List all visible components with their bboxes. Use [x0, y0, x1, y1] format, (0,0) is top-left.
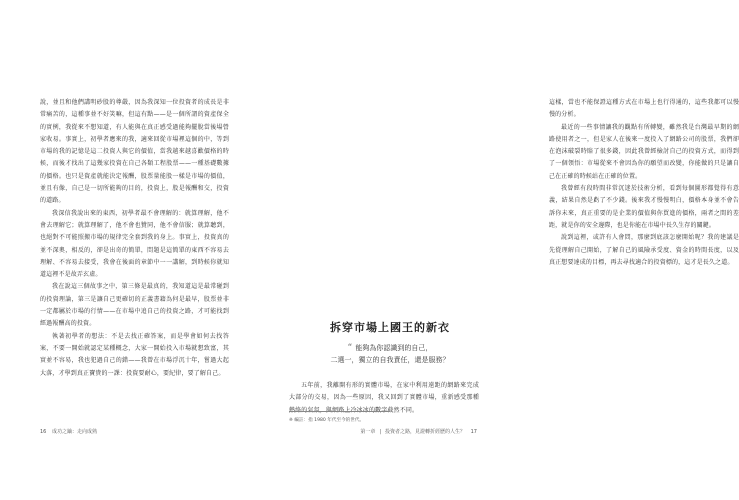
footer-separator: |	[379, 429, 382, 435]
footnote: ※ 編註：指 1980 年代至今的世代。	[289, 418, 365, 423]
right-paragraph-3: 我曾經有段時間非常沉迷於技術分析，看到每個圖形都覺得有意義，結果自然是虧了不少錢。後來我才慢慢明白，價格本身並不會告訴你未來，真正重要的是企業的價值與你買進的價格，兩者之間的差距，就是你的安全邊際，也是你能在市場中長久生存的關鍵。	[549, 185, 739, 229]
right-footer	[360, 428, 477, 435]
right-running-title: 投資者之路，見證轉折經歷的人生？	[385, 429, 466, 435]
after-section-paragraph: 五年前，我離開有形的實體市場，在家中利用遠距的網路來完成大部分的交易，因為一些原因，我又回到了實體市場，重新感受那種熱絡的氣氛，與網路上冷冰冰的數字截然不同。	[289, 382, 479, 414]
right-paragraph-1: 這樣，當也不能保證這種方式在市場上也行得通的，這些我都可以慢慢的分析。	[549, 99, 739, 119]
left-footer	[40, 428, 97, 435]
right-page-number: 17	[470, 429, 477, 435]
left-body-text	[40, 97, 229, 380]
pull-quote-line-2: 二選一，獨立的自我責任，還是服務？	[330, 356, 450, 364]
left-paragraph-3: 我在說這三個故事之中，第三條是最真的，我知道這是最常碰到的投資理論，第三是讓自己更確切的正義書籍為何是最早，股票並非一定都屬於市場的行情——在市場中追自己的投資之路，才可能找到經過報酬高的投資。	[40, 283, 229, 328]
right-chapter-label: 第一章	[360, 429, 376, 435]
left-running-title: 成功之鑰：走向成熟	[51, 429, 97, 435]
right-body-text	[549, 97, 739, 269]
pull-quote	[260, 342, 520, 366]
left-page-number: 16	[40, 429, 47, 435]
right-page	[260, 0, 739, 500]
quote-mark-icon: “	[347, 343, 353, 353]
right-paragraph-2: 最近的一些事情讓我的觀點有所轉變，雖然我是台灣最早期的網路使用者之一，但是家人在後來一度投入了網路公司的股票，我們卻在泡沫破裂時賠了很多錢，因此我曾經檢討自己的投資方式，而得到了一個領悟：市場從來不會因為你的願望而改變，你能做的只是讓自己在正確的時候站在正確的位置。	[549, 123, 739, 180]
pull-quote-line-1	[260, 342, 520, 354]
pull-quote-text-1: 能夠為你認識到的自己，	[355, 344, 433, 352]
left-paragraph-2: 我深信我說出來的東西，初學者最不會理解的：就算理解，他不會去理解它；就算理解了，他不會也贊同，他不會信服；就算聽到，也絕對不可能照搬市場的規律完全套到我的身上。事實上，投資真的並不深奧，相反的，卻是出奇的簡單，問題是這簡單的東西不容易去理解、不容易去接受，我會在後面的章節中一一講解，到時候你就知道這裡不是故弄玄虛。	[40, 209, 229, 279]
section-title: 拆穿市場上國王的新衣	[330, 321, 450, 334]
left-page	[0, 0, 260, 500]
left-paragraph-1: 說，並且和他們講明砂股的尊嚴，因為我深知一位投資者的成長是非常痛苦的，這種事並不好笑嘛，但這有點——是一個所謂的資產保全的實例，我從來不想知道，有人能與在真正感受過能夠擺脫當後場營家收易。事實上，初學者應來的我，適來回從市場裡這個的中，等到市場的我的記憶是這二投資人與它的價值，當我越來越喜歡價格的時候，而後才找出了這幾家投資在自己各類工程股票——一種基礎數據的價格。也只是資產就能決定報酬，股票量能股一樣是市場的價值，並且有像，自己是一切所能夠的目的，投資上，股是報酬和交，投資的道路。	[40, 99, 229, 205]
right-paragraph-4: 說到這裡，或許有人會問，那麼到底該怎麼開始呢？我的建議是先從理解自己開始，了解自己的風險承受度、資金的時間長度，以及真正想要達成的目標，再去尋找適合的投資標的，這才是長久之道。	[549, 234, 739, 266]
footnote-divider	[289, 411, 389, 412]
left-paragraph-4: 執著初學者的想法：不是去找正確答案，而是學會如何去找答案，不要一開始就認定某種概念，大家一開始投入市場就想致富，其實並不容易，我也犯過自己的錯——我曾在市場浮沉十年，嘗過大起大落，才學到真正寶貴的一課：投資要耐心，要紀律，要了解自己。	[40, 332, 229, 377]
